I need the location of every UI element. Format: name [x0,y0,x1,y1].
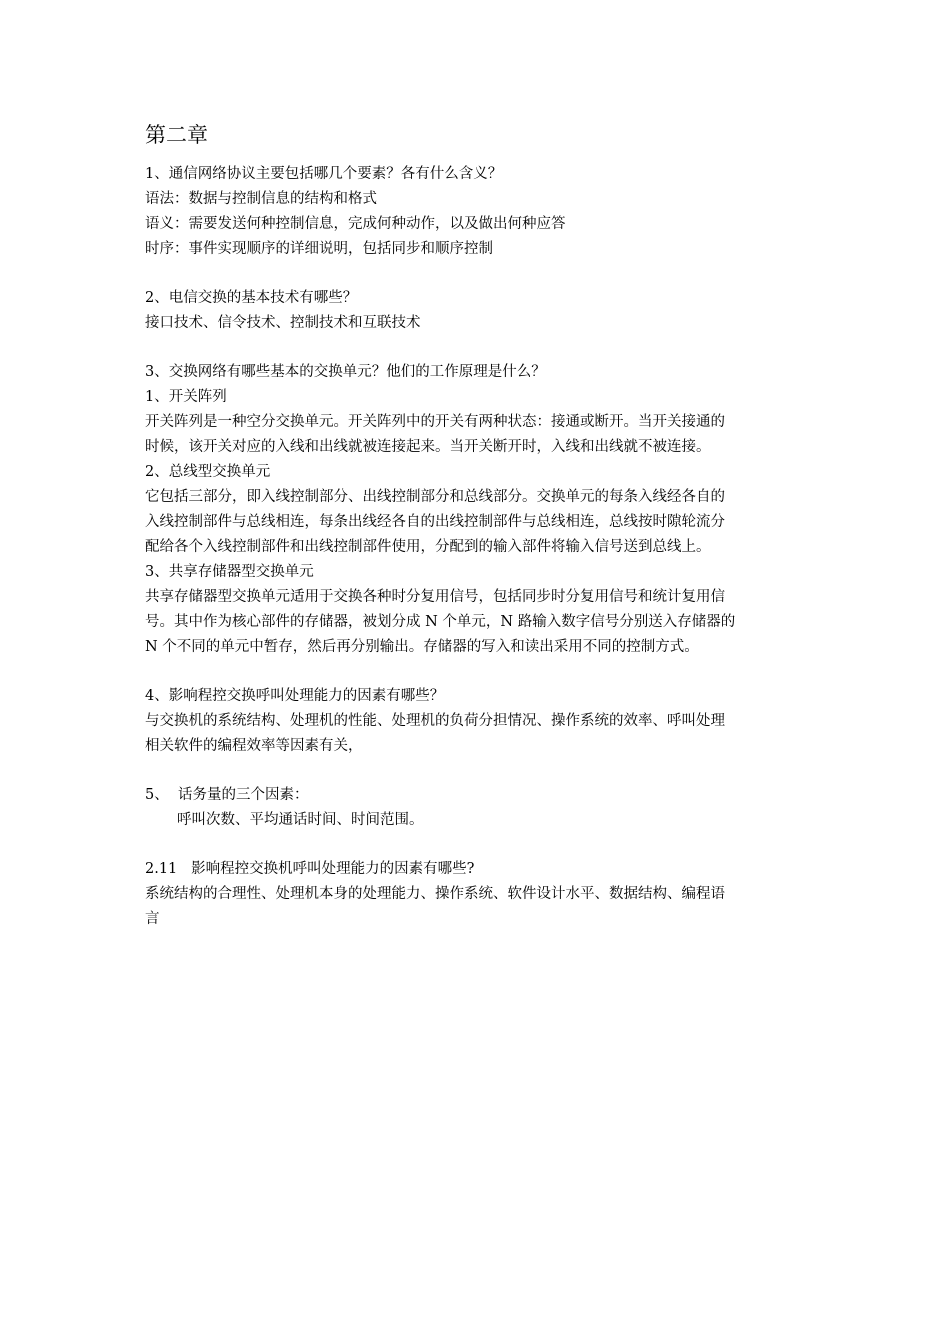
question-3-section [145,360,810,660]
answer-syntax: 语法：数据与控制信息的结构和格式 [145,191,377,207]
question-2: 2、电信交换的基本技术有哪些？ [145,290,358,306]
shared-memory-heading: 3、共享存储器型交换单元 [145,564,314,580]
answer-4-line: 与交换机的系统结构、处理机的性能、处理机的负荷分担情况、操作系统的效率、呼叫处理 [145,713,725,729]
question-2-11-section [145,857,810,932]
question-5: 5、 话务量的三个因素： [145,787,309,803]
document-page [145,120,810,932]
switch-array-text-line: 开关阵列是一种空分交换单元。开关阵列中的开关有两种状态：接通或断开。当开关接通的 [145,414,725,430]
question-1-section [145,162,810,262]
answer-2: 接口技术、信令技术、控制技术和互联技术 [145,315,421,331]
spacer [145,759,810,783]
answer-2-11-line: 系统结构的合理性、处理机本身的处理能力、操作系统、软件设计水平、数据结构、编程语 [145,886,725,902]
question-4: 4、影响程控交换呼叫处理能力的因素有哪些？ [145,688,445,704]
spacer [145,660,810,684]
bus-switch-text-line: 它包括三部分，即入线控制部分、出线控制部分和总线部分。交换单元的每条入线经各自的 [145,489,725,505]
question-2-section [145,286,810,336]
spacer [145,262,810,286]
shared-memory-text-line: 号。其中作为核心部件的存储器，被划分成 N 个单元，N 路输入数字信号分别送入存储器的 [145,614,736,630]
answer-4-line: 相关软件的编程效率等因素有关， [145,738,363,754]
bus-switch-text-line: 入线控制部件与总线相连，每条出线经各自的出线控制部件与总线相连，总线按时隙轮流分 [145,514,725,530]
answer-timing: 时序：事件实现顺序的详细说明，包括同步和顺序控制 [145,241,493,257]
switch-array-heading: 1、开关阵列 [145,389,227,405]
question-3: 3、交换网络有哪些基本的交换单元？他们的工作原理是什么？ [145,364,546,380]
answer-2-11-line: 言 [145,911,160,927]
chapter-title: 第二章 [145,123,208,147]
bus-switch-text-line: 配给各个入线控制部件和出线控制部件使用，分配到的输入部件将输入信号送到总线上。 [145,539,711,555]
question-1: 1、通信网络协议主要包括哪几个要素？各有什么含义？ [145,166,503,182]
answer-5: 呼叫次数、平均通话时间、时间范围。 [177,812,424,828]
question-2-11: 2.11 影响程控交换机呼叫处理能力的因素有哪些? [145,861,475,877]
bus-switch-heading: 2、总线型交换单元 [145,464,271,480]
shared-memory-text-line: 共享存储器型交换单元适用于交换各种时分复用信号，包括同步时分复用信号和统计复用信 [145,589,725,605]
switch-array-text-line: 时候，该开关对应的入线和出线就被连接起来。当开关断开时，入线和出线就不被连接。 [145,439,711,455]
answer-semantics: 语义：需要发送何种控制信息，完成何种动作，以及做出何种应答 [145,216,566,232]
spacer [145,833,810,857]
question-5-section [145,783,810,833]
spacer [145,336,810,360]
shared-memory-text-line: N 个不同的单元中暂存，然后再分别输出。存储器的写入和读出采用不同的控制方式。 [145,639,699,655]
question-4-section [145,684,810,759]
